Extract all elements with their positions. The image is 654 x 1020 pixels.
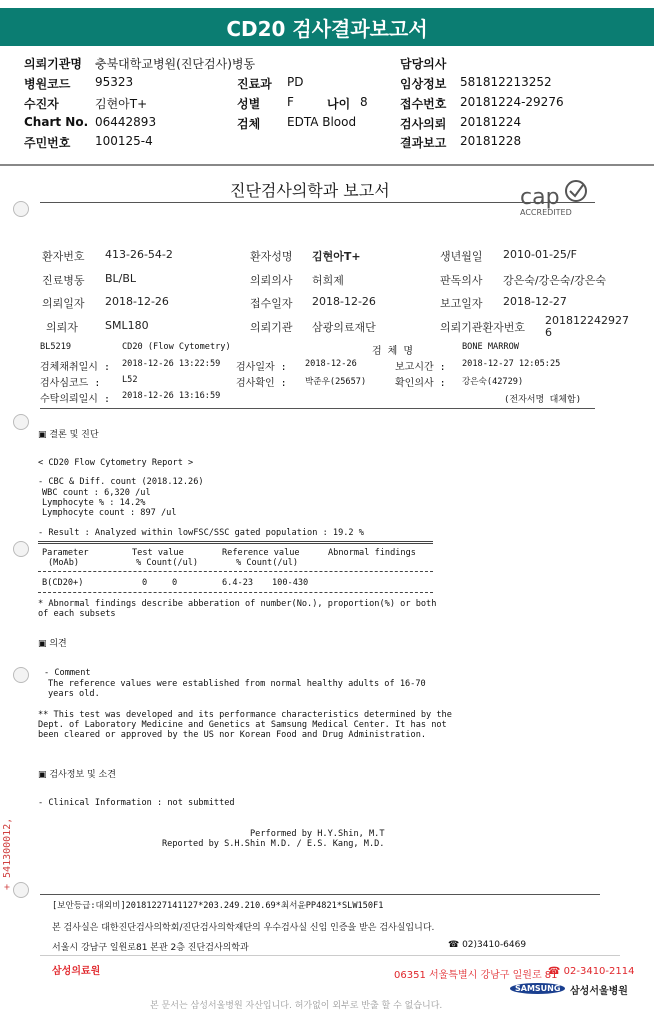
punch-hole xyxy=(13,541,29,557)
samsung-logo: SAMSUNG xyxy=(510,983,565,994)
clinical-info: - Clinical Information : not submitted xyxy=(38,798,235,808)
left-logo: 삼성의료원 xyxy=(52,966,101,977)
banner-title: CD20 검사결과보고서 xyxy=(226,16,428,41)
readdoc-label: 판독의사 xyxy=(440,274,483,287)
chart-value: 06442893 xyxy=(95,115,157,129)
row-test-pct: 0 xyxy=(142,578,148,588)
dob-value: 2010-01-25/F xyxy=(503,248,577,261)
reqpid-value: 201812242927 xyxy=(545,314,629,327)
row-test-count: 0 xyxy=(172,578,178,588)
repdate-value: 2018-12-27 xyxy=(503,295,567,308)
req-value: 20181224 xyxy=(460,115,522,129)
patient-value: 김현아T+ xyxy=(95,97,148,111)
repdate-label: 보고일자 xyxy=(440,297,483,310)
th-moab: (MoAb) xyxy=(48,558,80,568)
comment-3: years old. xyxy=(48,689,100,699)
performed-by: Performed by H.Y.Shin, M.T xyxy=(250,829,385,839)
cap-logo-text: cap xyxy=(520,185,560,210)
meta-rule xyxy=(40,408,595,409)
cert-line: 본 검사실은 대한진단검사의학회/진단검사의학재단의 우수검사실 신임 인증을 받은 검사실입니다. xyxy=(52,923,435,933)
clinical-label: 임상정보 xyxy=(400,77,447,91)
receipt-label: 접수번호 xyxy=(400,97,447,111)
receipt-value: 20181224-29276 xyxy=(460,95,564,109)
rcvdate-value: 2018-12-26 xyxy=(312,295,376,308)
hosp-code-label: 병원코드 xyxy=(24,77,71,91)
punch-hole xyxy=(13,882,29,898)
th-abnormal: Abnormal findings xyxy=(328,548,416,558)
report-date-value: 20181228 xyxy=(460,134,522,148)
footer-address: 06351 서울특별시 강남구 일원로 81 xyxy=(394,970,558,981)
report-banner xyxy=(0,8,654,46)
reqdate-label: 의뢰일자 xyxy=(42,297,85,310)
reqpid-value-suffix: 6 xyxy=(545,326,552,339)
confirm-label: 검사확인 : xyxy=(236,378,287,389)
scanned-report xyxy=(0,170,654,953)
title-rule xyxy=(40,202,595,203)
pname-label: 환자성명 xyxy=(250,250,293,263)
footer-phone: ☎ 02-3410-2114 xyxy=(548,966,635,977)
th-test-value: Test value xyxy=(132,548,184,558)
specimen-name-label: 검 체 명 xyxy=(372,346,414,357)
reqinst-value: 삼광의료재단 xyxy=(312,321,376,334)
reqinst-label: 의뢰기관 xyxy=(250,321,293,334)
row-parameter: B(CD20+) xyxy=(42,578,84,588)
abn-note-2: of each subsets xyxy=(38,609,116,619)
tak-value: 2018-12-26 13:16:59 xyxy=(122,391,221,401)
flow-title: < CD20 Flow Cytometry Report > xyxy=(38,458,194,468)
lym-pct-line: Lymphocyte % : 14.2% xyxy=(42,498,146,508)
reqpid-label: 의뢰기관환자번호 xyxy=(440,321,526,334)
collection-label: 검체채취일시 : xyxy=(40,362,111,373)
reqer-value: SML180 xyxy=(105,319,149,332)
footer-top-rule xyxy=(40,955,620,956)
chart-label: Chart No. xyxy=(24,115,89,129)
confirm-doc-value: 강은숙(42729) xyxy=(462,377,524,387)
code-label: 검사심코드 : xyxy=(40,378,101,389)
patient-label: 수진자 xyxy=(24,97,59,111)
abn-note-1: * Abnormal findings describe abberation of number(No.), proportion(%) or both xyxy=(38,599,437,609)
refdoc-label: 의뢰의사 xyxy=(250,274,293,287)
th-ref-units: % Count(/ul) xyxy=(236,558,299,568)
esign-note: (전자서명 대체함) xyxy=(504,395,582,405)
ward-label: 진료병동 xyxy=(42,274,85,287)
cap-logo xyxy=(520,185,572,217)
sex-label: 성별 xyxy=(237,97,261,111)
disclaimer-1: ** This test was developed and its performance characteristics determined by the xyxy=(38,710,452,720)
th-parameter: Parameter xyxy=(42,548,89,558)
side-code: + 541300012, xyxy=(2,817,13,890)
clinical-value: 581812213252 xyxy=(460,75,552,89)
doctor-label: 담당의사 xyxy=(400,57,447,71)
footer-rule xyxy=(40,894,600,895)
reptime-value: 2018-12-27 12:05:25 xyxy=(462,359,561,369)
sex-value: F xyxy=(287,95,294,109)
row-ref-count: 100-430 xyxy=(272,578,309,588)
security-line: [보안등급:대외비]20181227141127*203.249.210.69*최서윤PP4821*SLW150F1 xyxy=(52,901,384,911)
inst-value: 충북대학교병원(진단검사)병동 xyxy=(95,57,256,71)
confirm-value: 박준우(25657) xyxy=(305,377,367,387)
specimen-value: EDTA Blood xyxy=(287,115,357,129)
section-result-heading: ▣ 결론 및 진단 xyxy=(38,430,99,440)
inst-label: 의뢰기관명 xyxy=(24,57,82,71)
req-label: 검사의뢰 xyxy=(400,117,447,131)
row-ref-pct: 6.4-23 xyxy=(222,578,254,588)
age-label: 나이 xyxy=(327,97,351,111)
test-name: CD20 (Flow Cytometry) xyxy=(122,342,231,352)
result-line: - Result : Analyzed within lowFSC/SSC gated population : 19.2 % xyxy=(38,528,364,538)
report-date-label: 결과보고 xyxy=(400,136,447,150)
hosp-code-value: 95323 xyxy=(95,75,134,89)
dept-value: PD xyxy=(287,75,304,89)
wbc-line: WBC count : 6,320 /ul xyxy=(42,488,151,498)
lab-address: 서울시 강남구 일원로81 본관 2층 진단검사의학과 xyxy=(52,943,249,953)
refdoc-value: 허희제 xyxy=(312,274,344,287)
pid-label: 환자번호 xyxy=(42,250,85,263)
section-opinion-heading: ▣ 의견 xyxy=(38,639,67,649)
th-test-units: % Count(/ul) xyxy=(136,558,199,568)
specimen-name-value: BONE MARROW xyxy=(462,342,519,352)
reptime-label: 보고시간 : xyxy=(395,362,446,373)
lym-cnt-line: Lymphocyte count : 897 /ul xyxy=(42,508,177,518)
reqer-label: 의뢰자 xyxy=(46,321,78,334)
testdate-value: 2018-12-26 xyxy=(305,359,357,369)
ward-value: BL/BL xyxy=(105,272,137,285)
cap-emblem-icon xyxy=(562,179,590,203)
header-divider xyxy=(0,164,654,166)
punch-hole xyxy=(13,667,29,683)
punch-hole xyxy=(13,414,29,430)
disclaimer-2: Dept. of Laboratory Medicine and Genetics at Samsung Medical Center. It has not xyxy=(38,720,447,730)
rcvdate-label: 접수일자 xyxy=(250,297,293,310)
readdoc-value: 강은숙/강은숙/강은숙 xyxy=(503,274,607,287)
confirm-doc-label: 확인의사 : xyxy=(395,378,446,389)
reqdate-value: 2018-12-26 xyxy=(105,295,169,308)
table-top-rule xyxy=(38,541,433,544)
dob-label: 생년월일 xyxy=(440,250,483,263)
reported-by: Reported by S.H.Shin M.D. / E.S. Kang, M.D. xyxy=(162,839,385,849)
specimen-label: 검체 xyxy=(237,117,261,131)
hospital-name: 삼성서울병원 xyxy=(570,986,628,997)
cbc-title: - CBC & Diff. count (2018.12.26) xyxy=(38,477,204,487)
th-reference-value: Reference value xyxy=(222,548,300,558)
bl-code: BL5219 xyxy=(40,342,72,352)
comment-2: The reference values were established from normal healthy adults of 16-70 xyxy=(48,679,426,689)
rrn-value: 100125-4 xyxy=(95,134,153,148)
cap-sub-text: ACCREDITED xyxy=(520,208,572,217)
disclaimer-3: been cleared or approved by the US nor Korean Food and Drug Administration. xyxy=(38,730,427,740)
pid-value: 413-26-54-2 xyxy=(105,248,173,261)
section-info-heading: ▣ 검사정보 및 소견 xyxy=(38,770,116,780)
code-value: L52 xyxy=(122,375,138,385)
punch-hole xyxy=(13,201,29,217)
comment-1: - Comment xyxy=(44,668,91,678)
testdate-label: 검사일자 : xyxy=(236,362,287,373)
tak-label: 수탁의뢰일시 : xyxy=(40,394,111,405)
dept-label: 진료과 xyxy=(237,77,272,91)
report-title: 진단검사의학과 보고서 xyxy=(230,181,390,200)
rrn-label: 주민번호 xyxy=(24,136,71,150)
lab-phone: ☎ 02)3410-6469 xyxy=(448,940,527,950)
age-value: 8 xyxy=(360,95,368,109)
table-header-rule xyxy=(38,571,433,572)
pname-value: 김현아T+ xyxy=(312,250,361,263)
footer-notice: 본 문서는 삼성서울병원 자산입니다. 허가없이 외부로 반출 할 수 없습니다. xyxy=(150,1001,443,1011)
collection-value: 2018-12-26 13:22:59 xyxy=(122,359,221,369)
table-bottom-rule xyxy=(38,592,433,593)
